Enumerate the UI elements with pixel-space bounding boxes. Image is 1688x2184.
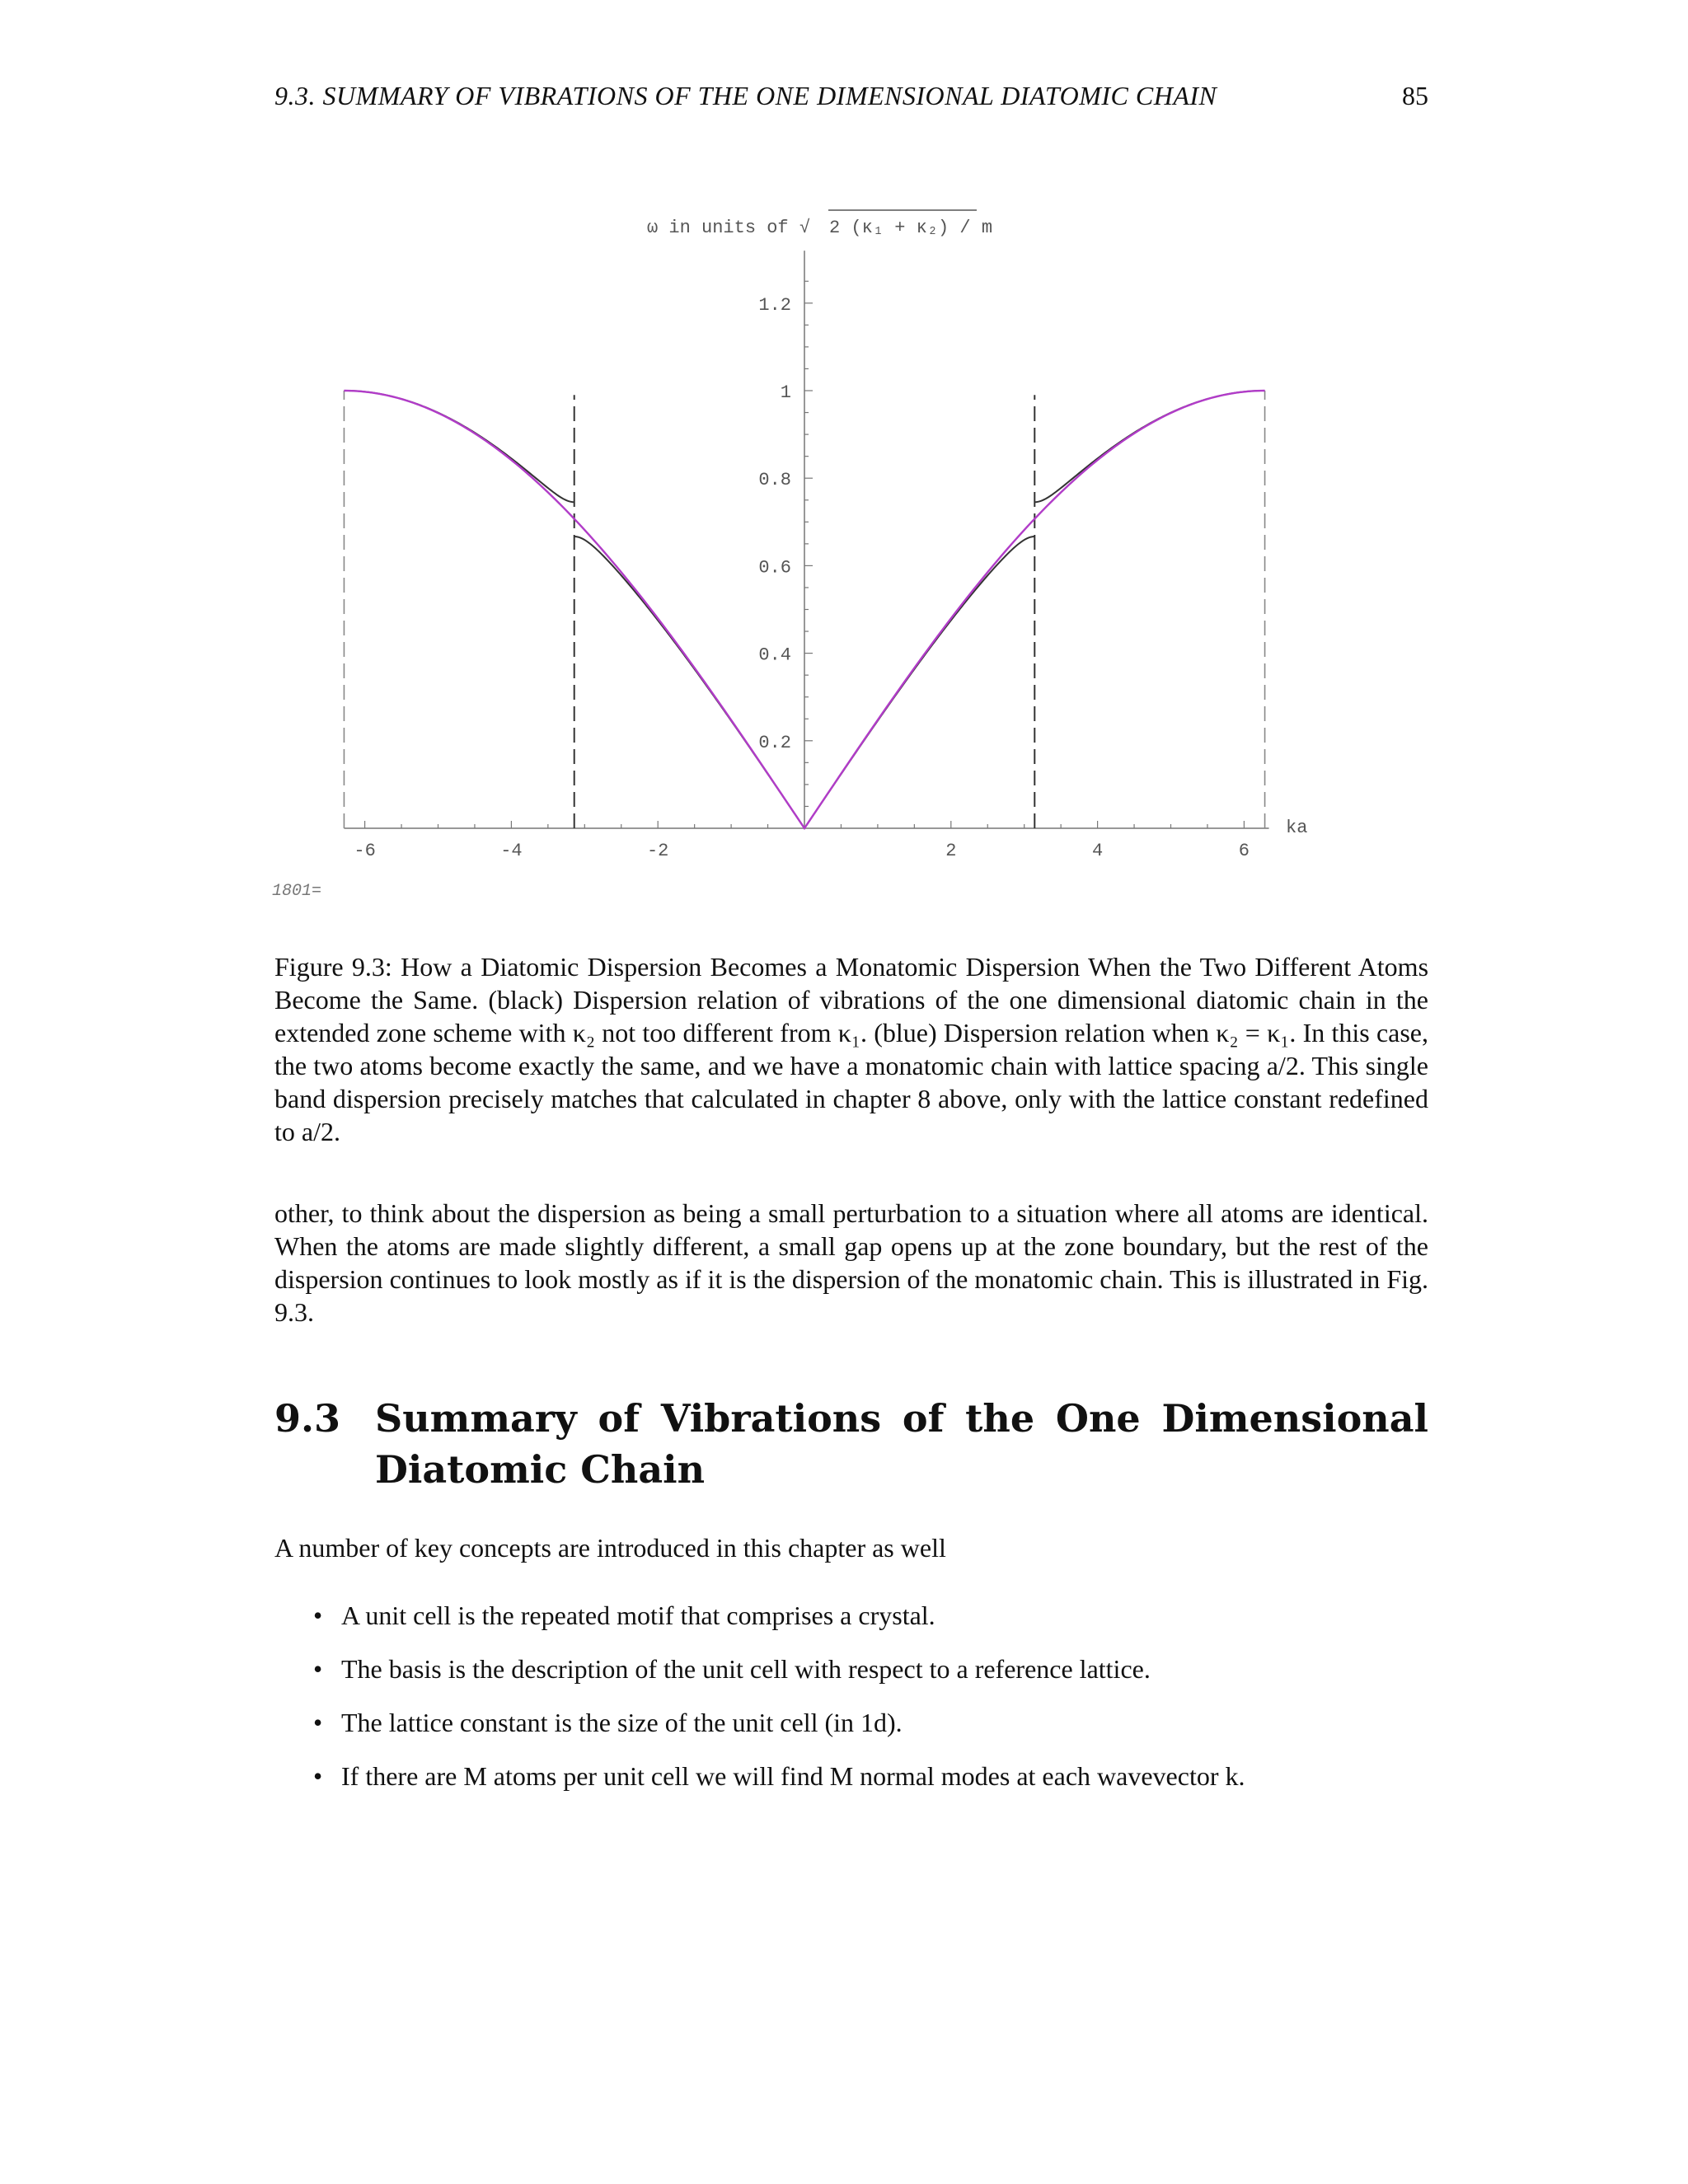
- x-tick-label: -2: [646, 841, 669, 861]
- x-tick-label: -6: [354, 841, 376, 861]
- figure-caption: [274, 950, 1428, 1148]
- caption-text: How a Diatomic Dispersion Becomes a Monatomic Dispersion When the Two Different Atoms Become the Same. (black) Dispersion relation of vibrations of the one dimensional diatomic chain in the extended zone scheme with κ₂ not too different from κ₁. (blue) Dispersion relation when κ₂ = κ₁. In this case, the two atoms become exactly the same, and we have a monatomic chain with lattice spacing a/2. This single band dispersion precisely matches that calculated in chapter 8 above, only with the lattice constant redefined to a/2.: [274, 952, 1429, 1146]
- y-axis-label-prefix: ω in units of √: [647, 218, 811, 238]
- concept-list: [313, 1599, 1426, 1813]
- page-number: 85: [1402, 81, 1428, 110]
- y-tick-label: 0.8: [758, 470, 791, 491]
- x-axis-label: ka: [1286, 818, 1308, 838]
- section-number: 9.3: [274, 1396, 341, 1441]
- x-tick-label: 2: [945, 841, 957, 861]
- dispersion-figure: [0, 0, 1688, 923]
- list-item: • A unit cell is the repeated motif that comprises a crystal.: [313, 1601, 935, 1630]
- axes: [344, 251, 1268, 828]
- list-item: • The lattice constant is the size of the unit cell (in 1d).: [313, 1708, 903, 1737]
- stray-label: 1801=: [272, 882, 322, 901]
- list-item: • The basis is the description of the unit cell with respect to a reference lattice.: [313, 1654, 1151, 1684]
- running-title: 9.3. SUMMARY OF VIBRATIONS OF THE ONE DIMENSIONAL DIATOMIC CHAIN: [274, 81, 1217, 110]
- caption-label: Figure 9.3:: [274, 952, 392, 982]
- list-item: • If there are M atoms per unit cell we will find M normal modes at each wavevector k.: [313, 1761, 1245, 1791]
- section-title: Summary of Vibrations of the One Dimensional Diatomic Chain: [375, 1396, 1428, 1492]
- x-tick-label: 6: [1238, 841, 1250, 861]
- list-item-text: If there are M atoms per unit cell we will find M normal modes at each wavevector k.: [341, 1761, 1245, 1791]
- y-tick-label: 1: [780, 382, 791, 403]
- x-tick-label: -4: [500, 841, 523, 861]
- y-tick-label: 0.6: [758, 557, 791, 579]
- list-item-text: The basis is the description of the unit cell with respect to a reference lattice.: [341, 1654, 1151, 1684]
- x-tick-label: 4: [1091, 841, 1104, 861]
- body-paragraph: other, to think about the dispersion as being a small perturbation to a situation where all atoms are identical. When the atoms are made slightly different, a small gap opens up at the zone boundary, but the rest of the dispersion continues to look mostly as if it is the dispersion of the monatomic chain. This is illustrated in Fig. 9.3.: [274, 1198, 1428, 1327]
- y-tick-label: 1.2: [758, 294, 791, 316]
- list-item-text: A unit cell is the repeated motif that comprises a crystal.: [341, 1601, 935, 1630]
- y-axis-label-radicand: 2 (κ₁ + κ₂) / m: [829, 218, 993, 238]
- y-tick-label: 0.4: [758, 644, 791, 666]
- list-item-text: The lattice constant is the size of the unit cell (in 1d).: [341, 1708, 903, 1737]
- lead-sentence: A number of key concepts are introduced in this chapter as well: [274, 1533, 946, 1563]
- ticks: [354, 281, 1250, 861]
- y-tick-label: 0.2: [758, 732, 791, 753]
